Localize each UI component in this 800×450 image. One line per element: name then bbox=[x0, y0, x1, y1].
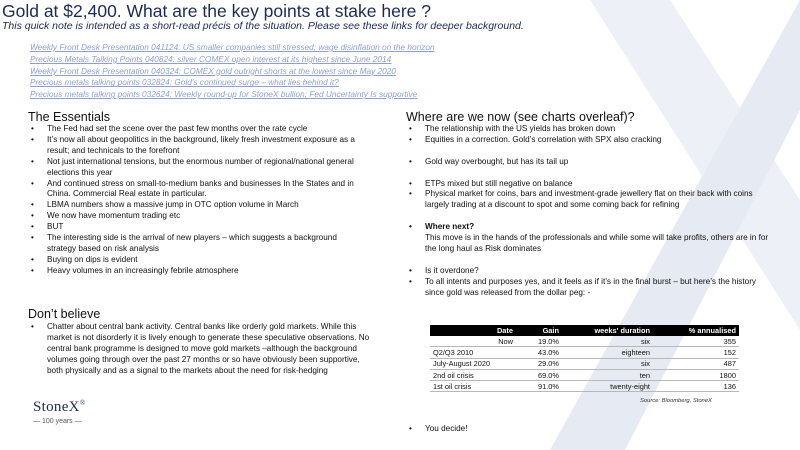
closing-list bbox=[406, 424, 706, 435]
cell-duration: twenty-eight bbox=[562, 381, 653, 392]
table-row bbox=[430, 336, 739, 347]
table-header-row bbox=[430, 325, 739, 336]
cell-date: 1st oil crisis bbox=[430, 381, 516, 392]
cell-date: Now bbox=[430, 336, 516, 347]
cell-gain: 43.0% bbox=[516, 347, 562, 358]
list-item: • Not just international tensions, but the enormous number of regional/national general elections this year bbox=[28, 157, 358, 179]
cell-gain: 29.0% bbox=[516, 358, 562, 369]
list-item: • Is it overdone? bbox=[406, 266, 776, 277]
where-next-label: • Where next? bbox=[406, 222, 776, 233]
cell-date: 2nd oil crisis bbox=[430, 369, 516, 380]
link-front-desk-041124[interactable]: Weekly Front Desk Presentation 041124: US smaller companies still stressed; wage disinflation on the horizon bbox=[30, 42, 435, 52]
col-date-header: Date bbox=[430, 325, 516, 336]
table-row bbox=[430, 358, 739, 369]
cell-date: July-August 2020 bbox=[430, 358, 516, 369]
table-row bbox=[430, 381, 739, 392]
essentials-heading: The Essentials bbox=[28, 110, 110, 124]
cell-gain: 69.0% bbox=[516, 369, 562, 380]
list-item: • BUT bbox=[28, 222, 358, 233]
list-item: • Equities in a correction. Gold’s correlation with SPX also cracking bbox=[406, 135, 776, 146]
dont-believe-list bbox=[28, 322, 373, 377]
table-row bbox=[430, 347, 739, 358]
list-item: • The interesting side is the arrival of new players – which suggests a background strategy based on risk analysis bbox=[28, 233, 358, 255]
cell-gain: 19.0% bbox=[516, 336, 562, 347]
list-item: • We now have momentum trading etc bbox=[28, 211, 358, 222]
link-front-desk-040324[interactable]: Weekly Front Desk Presentation 040324: COMEX gold outright shorts at the lowest since May 2020 bbox=[30, 65, 397, 76]
list-item: • Physical market for coins, bars and investment-grade jewellery flat on their back with coins largely trading at a discount to spot and some coming back for refining bbox=[406, 189, 776, 211]
cell-annualised: 355 bbox=[653, 336, 739, 347]
col-annualised-header: % annualised bbox=[653, 325, 739, 336]
link-talking-points-032624[interactable]: Precious metals talking points 032624: Weekly round-up for StoneX bullion; Fed Uncertainty Is supportive bbox=[30, 89, 418, 100]
list-item: • To all intents and purposes yes, and it feels as if it’s in the final burst – but here’s the history since gold was released from the dollar peg: - bbox=[406, 277, 776, 299]
cell-annualised: 136 bbox=[653, 381, 739, 392]
link-talking-points-040824[interactable]: Precious Metals Talking Points 040824: silver COMEX open interest at its highest since June 2014 bbox=[30, 53, 392, 64]
col-gain-header: Gain bbox=[516, 325, 562, 336]
list-item: • It’s now all about geopolitics in the background, likely fresh investment exposure as a result; and technicals to the forefront bbox=[28, 135, 358, 157]
page-title: Gold at $2,400. What are the key points at stake here ? bbox=[2, 1, 432, 21]
cell-annualised: 1800 bbox=[653, 369, 739, 380]
logo-100-years: — 100 years — bbox=[33, 418, 82, 425]
registered-mark: ® bbox=[79, 399, 86, 407]
cell-duration: six bbox=[562, 358, 653, 369]
list-item: • You decide! bbox=[406, 424, 706, 435]
table-source-note: Source: Bloomberg, StoneX bbox=[640, 398, 712, 404]
list-item: This move is in the hands of the professionals and while some will take profits, others are in for the long haul as Risk dominates bbox=[425, 233, 769, 253]
list-item: • The relationship with the US yields has broken down bbox=[406, 124, 776, 135]
gold-rallies-table bbox=[430, 325, 739, 392]
link-talking-points-032824[interactable]: Precious metals talking points 032824: Gold's continued surge – what lies behind it? bbox=[30, 77, 339, 88]
stonex-logo bbox=[33, 399, 85, 425]
cell-duration: six bbox=[562, 336, 653, 347]
list-item: • Chatter about central bank activity. Central banks like orderly gold markets. While this market is not disorderly it is lively enough to generate these speculative observations. No central bank programme is designed to move gold markets –although the background volumes going through over the past 27 months or so have obviously been supportive, both physically and as a signal to the markets about the need for risk-hedging bbox=[28, 322, 373, 377]
list-item: • LBMA numbers show a massive jump in OTC option volume in March bbox=[28, 200, 358, 211]
table-row bbox=[430, 369, 739, 380]
list-item: • The Fed had set the scene over the past few months over the rate cycle bbox=[28, 124, 358, 135]
list-item: • Gold way overbought, but has its tail up bbox=[406, 157, 776, 168]
list-item: • And continued stress on small-to-medium banks and businesses In the States and in China. Commercial Real estate in particular. bbox=[28, 179, 358, 201]
cell-gain: 91.0% bbox=[516, 381, 562, 392]
list-item: • Heavy volumes in an increasingly febrile atmosphere bbox=[28, 266, 358, 277]
cell-annualised: 487 bbox=[653, 358, 739, 369]
cell-date: Q2/Q3 2010 bbox=[430, 347, 516, 358]
logo-wordmark: StoneX bbox=[33, 399, 80, 415]
list-item: • ETPs mixed but still negative on balance bbox=[406, 179, 776, 190]
list-item: • Buying on dips is evident bbox=[28, 255, 358, 266]
essentials-list bbox=[28, 124, 358, 277]
page-subtitle: This quick note is intended as a short-read précis of the situation. Please see these links for deeper background. bbox=[2, 20, 524, 32]
cell-duration: eighteen bbox=[562, 347, 653, 358]
background-links bbox=[30, 42, 435, 101]
cell-annualised: 152 bbox=[653, 347, 739, 358]
cell-duration: ten bbox=[562, 369, 653, 380]
where-now-list bbox=[406, 124, 776, 298]
col-duration-header: weeks' duration bbox=[562, 325, 653, 336]
dont-believe-heading: Don’t believe bbox=[28, 307, 101, 321]
where-now-heading: Where are we now (see charts overleaf)? bbox=[406, 110, 635, 124]
